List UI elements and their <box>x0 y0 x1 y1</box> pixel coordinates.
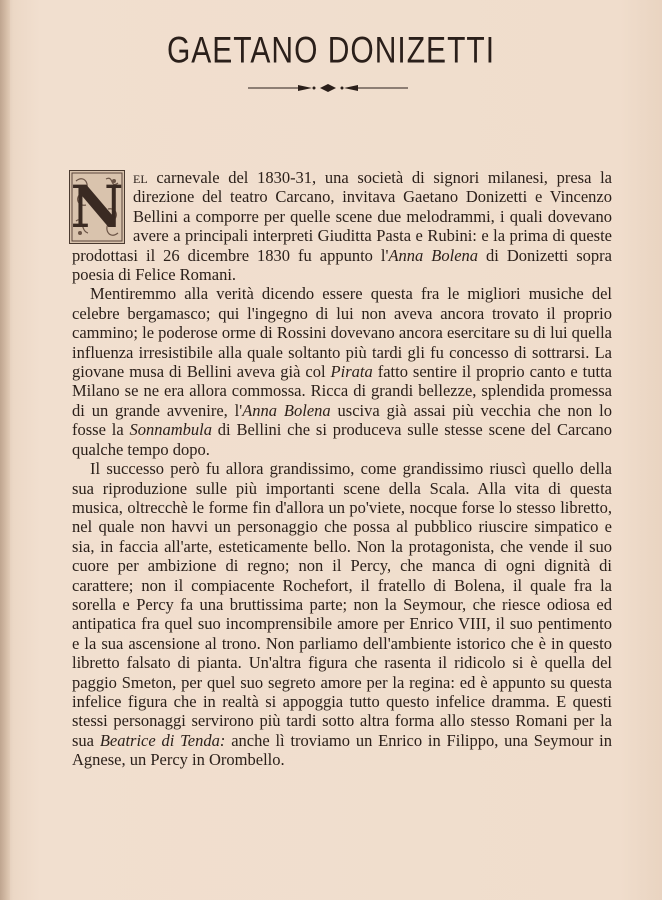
book-spine-edge <box>0 0 10 900</box>
italic-title: Pirata <box>330 362 373 382</box>
page-title: GAETANO DONIZETTI <box>166 30 496 72</box>
article-body <box>72 168 612 770</box>
paragraph-2 <box>72 284 612 459</box>
italic-title: Anna Bolena <box>242 400 331 420</box>
text-segment: Mentiremmo alla verità dicendo essere questa fra le migliori musiche del celebre bergamasco; qui l'ingegno di lui non aveva ancora trovato il proprio cammino; le poderose orme di Rossini dovevano ancora esercitare su di lui quella influenza irresistibile alla quale soltanto più tardi gli fu concesso di sottrarsi. La giovane musa di Bellini aveva già col <box>72 284 612 382</box>
italic-title: Anna Bolena <box>388 245 479 265</box>
text-segment: Il successo però fu allora grandissimo, come grandissimo riuscì quello della sua riproduzione sulle più importanti scene della Scala. Alla vita di questa musica, oltrecchè le forme fin d'allora un po'viete, nocque forse lo stesso libretto, nel quale non havvi un personaggio che possa al pubblico riuscire simpatico e sia, in faccia all'arte, esteticamente bello. Non la protagonista, che vende il suo cuore per ambizione di regno; non il Percy, che manca di ogni dignità di carattere; non il compiacente Rochefort, il fratello di Bolena, il quale fra la sorella e Percy fa una bruttissima parte; non la Seymour, che riesce odiosa ed antipatica fra quel suo incomprensibile amore per Enrico VIII, il suo pentimento e la sua ascensione al trono. Non parliamo dell'ambiente istorico che è in questo libretto falsato di pianta. Un'altra figura che rasenta il ridicolo si è quella del paggio Smeton, per quel suo segreto amore per la regina: ed è appunto su questa infelice figura che in realtà si appoggia tutto questo infelice dramma. E questi stessi personaggi servirono più tardi sotto altra forma allo stesso Romani per la sua <box>72 459 612 750</box>
text-segment: di Donizetti sopra poesia di Felice Romani. <box>72 245 612 285</box>
italic-title: Beatrice di Tenda: <box>99 730 226 750</box>
paragraph-3 <box>72 459 612 770</box>
text-segment: usciva già assai più vecchia che non lo fosse la <box>72 400 612 440</box>
paragraph-1 <box>72 168 612 284</box>
title-ornament-icon <box>248 82 408 94</box>
text-segment: fatto sentire il proprio canto e tutta Milano se ne era allora commossa. Ricca di grandi bellezze, splendida promessa di un grande avvenire, l' <box>72 362 612 420</box>
dropcap-ornament <box>69 170 125 244</box>
text-segment: carnevale del 1830-31, una società di signori milanesi, presa la direzione del teatro Carcano, invitava Gaetano Donizetti e Vincenzo Bellini a comporre per quelle scene due melodrammi, i quali dovevano avere a principali interpreti Giuditta Pasta e Rubini: e la prima di queste prodottasi il 26 dicembre 1830 fu appunto l' <box>72 168 612 265</box>
text-segment: di Bellini che si produceva sulle stesse scene del Carcano qualche tempo dopo. <box>72 420 612 459</box>
italic-title: Sonnambula <box>129 420 212 440</box>
text-segment: anche lì troviamo un Enrico in Filippo, una Seymour in Agnese, un Percy in Orombello. <box>72 730 613 770</box>
dropcap-letter: N <box>70 173 124 241</box>
lead-smallcaps: el <box>133 168 148 187</box>
